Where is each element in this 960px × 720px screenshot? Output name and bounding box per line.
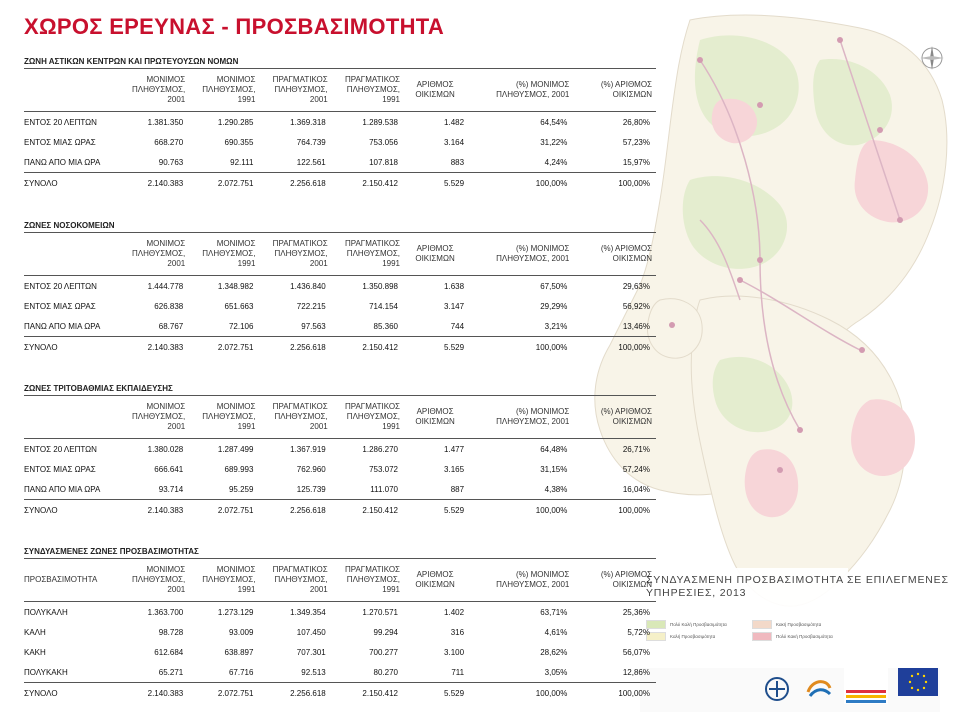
total-row [24, 337, 656, 358]
cell: 65.271 [158, 667, 184, 677]
cell: 99.294 [373, 627, 398, 637]
cell: 887 [450, 484, 465, 494]
cell: 68.767 [158, 321, 184, 331]
cell: 1.363.700 [147, 607, 184, 617]
header-resident-2001: ΜΟΝΙΜΟΣ ΠΛΗΘΥΣΜΟΣ, 2001 [132, 402, 186, 431]
legend-item-very-good [646, 620, 727, 629]
header-pct-settlements: (%) ΑΡΙΘΜΟΣ ΟΙΚΙΣΜΩΝ [600, 407, 652, 426]
section-title: ΖΩΝΕΣ ΤΡΙΤΟΒΑΘΜΙΑΣ ΕΚΠΑΙΔΕΥΣΗΣ [24, 384, 173, 393]
row-label: ΠΟΛΥΚΑΚΗ [24, 667, 68, 677]
row-label: ΕΝΤΟΣ ΜΙΑΣ ΩΡΑΣ [24, 464, 96, 474]
table-row [24, 602, 656, 623]
cell: 57,24% [622, 464, 650, 474]
cell: 29,29% [540, 301, 568, 311]
section-urban-centers [24, 56, 656, 193]
map-zone-pink-3 [851, 399, 915, 476]
cell: 753.056 [369, 137, 398, 147]
program-swirl-logo-icon [804, 674, 834, 704]
cell: 4,24% [544, 157, 568, 167]
cell: 707.301 [296, 647, 326, 657]
cell: 5.529 [444, 342, 465, 352]
cell: 93.009 [228, 627, 254, 637]
table-row [24, 479, 656, 500]
header-resident-2001: ΜΟΝΙΜΟΣ ΠΛΗΘΥΣΜΟΣ, 2001 [132, 565, 186, 594]
cell: 651.663 [224, 301, 254, 311]
cell: 1.273.129 [217, 607, 254, 617]
cell: 1.349.354 [290, 607, 326, 617]
cell: 1.287.499 [217, 444, 254, 454]
legend-label: Πολύ Κακή Προσβασιμότητα [776, 634, 833, 639]
cell: 31,15% [540, 464, 568, 474]
header-pct-settlements: (%) ΑΡΙΘΜΟΣ ΟΙΚΙΣΜΩΝ [600, 570, 652, 589]
cell: 638.897 [224, 647, 254, 657]
cell: 2.140.383 [147, 688, 184, 698]
data-table [24, 232, 656, 357]
cell: 2.150.412 [362, 178, 398, 188]
table-row [24, 152, 656, 173]
cell: 1.270.571 [362, 607, 398, 617]
header-settlements: ΑΡΙΘΜΟΣ ΟΙΚΙΣΜΩΝ [415, 570, 455, 589]
cell: 13,46% [622, 321, 650, 331]
cell: 111.070 [370, 484, 398, 494]
header-actual-2001: ΠΡΑΓΜΑΤΙΚΟΣ ΠΛΗΘΥΣΜΟΣ, 2001 [272, 75, 328, 104]
cell: 29,63% [622, 281, 650, 291]
cell: 31,22% [540, 137, 568, 147]
table-row [24, 459, 656, 479]
table-row [24, 642, 656, 662]
cell: 753.072 [369, 464, 398, 474]
table-header-row [24, 559, 656, 602]
legend-swatch [752, 632, 772, 641]
header-settlements: ΑΡΙΘΜΟΣ ΟΙΚΙΣΜΩΝ [415, 80, 455, 99]
header-settlements: ΑΡΙΘΜΟΣ ΟΙΚΙΣΜΩΝ [415, 407, 455, 426]
cell: 2.256.618 [290, 505, 326, 515]
legend-item-very-bad [752, 632, 833, 641]
cell: 1.380.028 [147, 444, 184, 454]
cell: 92.111 [230, 157, 254, 167]
cell: 1.286.270 [362, 444, 398, 454]
cell: 1.638 [444, 281, 465, 291]
table-row [24, 132, 656, 152]
cell: 72.106 [228, 321, 254, 331]
cell: 2.150.412 [362, 688, 398, 698]
cell: 26,80% [622, 117, 650, 127]
header-actual-2001: ΠΡΑΓΜΑΤΙΚΟΣ ΠΛΗΘΥΣΜΟΣ, 2001 [272, 402, 328, 431]
legend-label: Κακή Προσβασιμότητα [776, 622, 822, 627]
cell: 92.513 [301, 667, 326, 677]
cell: 2.256.618 [290, 178, 326, 188]
header-resident-2001: ΜΟΝΙΜΟΣ ΠΛΗΘΥΣΜΟΣ, 2001 [132, 239, 186, 268]
row-label: ΕΝΤΟΣ ΜΙΑΣ ΩΡΑΣ [24, 301, 96, 311]
table-row [24, 296, 656, 316]
cell: 28,62% [540, 647, 568, 657]
cell: 3,05% [544, 667, 568, 677]
cell: 107.450 [296, 627, 326, 637]
row-label: ΕΝΤΟΣ 20 ΛΕΠΤΩΝ [24, 444, 97, 454]
row-label: ΚΑΚΗ [24, 647, 46, 657]
cell: 4,61% [544, 627, 568, 637]
cell: 1.348.982 [217, 281, 254, 291]
header-settlements: ΑΡΙΘΜΟΣ ΟΙΚΙΣΜΩΝ [415, 244, 455, 263]
cell: 16,04% [622, 484, 650, 494]
table-row [24, 622, 656, 642]
section-title: ΣΥΝΔΥΑΣΜΕΝΕΣ ΖΩΝΕΣ ΠΡΟΣΒΑΣΙΜΟΤΗΤΑΣ [24, 547, 199, 556]
row-label: ΚΑΛΗ [24, 627, 46, 637]
cell: 95.259 [228, 484, 254, 494]
row-label: ΠΑΝΩ ΑΠΟ ΜΙΑ ΩΡΑ [24, 321, 101, 331]
cell: 100,00% [618, 178, 650, 188]
cell: 2.140.383 [147, 178, 184, 188]
row-label: ΣΥΝΟΛΟ [24, 178, 58, 188]
cell: 3.164 [444, 137, 465, 147]
row-label: ΕΝΤΟΣ 20 ΛΕΠΤΩΝ [24, 117, 97, 127]
row-label: ΣΥΝΟΛΟ [24, 505, 58, 515]
row-label: ΕΝΤΟΣ 20 ΛΕΠΤΩΝ [24, 281, 97, 291]
cell: 125.739 [296, 484, 326, 494]
total-row [24, 683, 656, 704]
section-tertiary-education [24, 383, 656, 520]
cell: 5.529 [444, 178, 465, 188]
cell: 100,00% [535, 688, 568, 698]
row-label: ΠΑΝΩ ΑΠΟ ΜΙΑ ΩΡΑ [24, 157, 101, 167]
cell: 107.818 [369, 157, 398, 167]
cell: 2.140.383 [147, 342, 184, 352]
cell: 85.360 [373, 321, 398, 331]
cell: 100,00% [535, 505, 568, 515]
cell: 4,38% [544, 484, 568, 494]
table-row [24, 662, 656, 683]
header-resident-2001: ΜΟΝΙΜΟΣ ΠΛΗΘΥΣΜΟΣ, 2001 [132, 75, 186, 104]
data-table [24, 558, 656, 703]
header-pct-resident: (%) ΜΟΝΙΜΟΣ ΠΛΗΘΥΣΜΟΣ, 2001 [496, 407, 570, 426]
header-actual-1991: ΠΡΑΓΜΑΤΙΚΟΣ ΠΛΗΘΥΣΜΟΣ, 1991 [344, 75, 400, 104]
row-label: ΕΝΤΟΣ ΜΙΑΣ ΩΡΑΣ [24, 137, 96, 147]
cell: 100,00% [618, 342, 650, 352]
cell: 1.436.840 [290, 281, 326, 291]
greek-emblem-logo-icon [764, 676, 790, 702]
cell: 744 [450, 321, 465, 331]
header-resident-1991: ΜΟΝΙΜΟΣ ΠΛΗΘΥΣΜΟΣ, 1991 [202, 239, 256, 268]
cell: 100,00% [618, 688, 650, 698]
table-header-row [24, 233, 656, 276]
table-row [24, 439, 656, 460]
cell: 1.444.778 [147, 281, 184, 291]
cell: 626.838 [154, 301, 184, 311]
cell: 1.402 [444, 607, 465, 617]
cell: 57,23% [622, 137, 650, 147]
cell: 56,07% [622, 647, 650, 657]
table-header-row [24, 396, 656, 439]
cell: 64,48% [540, 444, 568, 454]
header-accessibility: ΠΡΟΣΒΑΣΙΜΟΤΗΤΑ [24, 575, 98, 584]
data-table [24, 395, 656, 520]
cell: 2.072.751 [217, 178, 254, 188]
header-actual-1991: ΠΡΑΓΜΑΤΙΚΟΣ ΠΛΗΘΥΣΜΟΣ, 1991 [344, 239, 400, 268]
cell: 1.290.285 [217, 117, 254, 127]
cell: 764.739 [296, 137, 326, 147]
cell: 5.529 [444, 688, 465, 698]
header-pct-resident: (%) ΜΟΝΙΜΟΣ ΠΛΗΘΥΣΜΟΣ, 2001 [496, 570, 570, 589]
row-label: ΠΟΛΥΚΑΛΗ [24, 607, 68, 617]
cell: 2.072.751 [217, 342, 254, 352]
cell: 1.367.919 [290, 444, 326, 454]
cell: 3.100 [444, 647, 465, 657]
cell: 25,36% [622, 607, 650, 617]
data-table [24, 68, 656, 193]
cell: 711 [451, 667, 465, 677]
header-pct-resident: (%) ΜΟΝΙΜΟΣ ΠΛΗΘΥΣΜΟΣ, 2001 [496, 244, 570, 263]
cell: 3,21% [544, 321, 568, 331]
cell: 316 [450, 627, 465, 637]
header-actual-2001: ΠΡΑΓΜΑΤΙΚΟΣ ΠΛΗΘΥΣΜΟΣ, 2001 [272, 565, 328, 594]
cell: 100,00% [618, 505, 650, 515]
cell: 64,54% [540, 117, 568, 127]
cell: 98.728 [158, 627, 184, 637]
cell: 690.355 [224, 137, 254, 147]
cell: 1.381.350 [147, 117, 184, 127]
table-header-row [24, 69, 656, 112]
header-actual-1991: ΠΡΑΓΜΑΤΙΚΟΣ ΠΛΗΘΥΣΜΟΣ, 1991 [344, 565, 400, 594]
cell: 612.684 [154, 647, 184, 657]
cell: 12,86% [622, 667, 650, 677]
cell: 26,71% [622, 444, 650, 454]
header-pct-settlements: (%) ΑΡΙΘΜΟΣ ΟΙΚΙΣΜΩΝ [600, 244, 652, 263]
cell: 762.960 [296, 464, 326, 474]
header-empty [24, 69, 119, 112]
legend-label: Πολύ Καλή Προσβασιμότητα [670, 622, 727, 627]
row-label: ΣΥΝΟΛΟ [24, 342, 58, 352]
header-empty [24, 233, 119, 276]
legend-item-good [646, 632, 715, 641]
cell: 2.150.412 [362, 505, 398, 515]
cell: 1.289.538 [362, 117, 398, 127]
cell: 90.763 [158, 157, 184, 167]
cell: 67.716 [228, 667, 254, 677]
cell: 714.154 [369, 301, 398, 311]
cell: 689.993 [224, 464, 254, 474]
legend-title: ΣΥΝΔΥΑΣΜΕΝΗ ΠΡΟΣΒΑΣΙΜΟΤΗΤΑ ΣΕ ΕΠΙΛΕΓΜΕΝΕΣ ΥΠΗΡΕΣΙΕΣ, 2013 [646, 574, 949, 599]
header-pct-resident: (%) ΜΟΝΙΜΟΣ ΠΛΗΘΥΣΜΟΣ, 2001 [496, 80, 570, 99]
cell: 67,50% [540, 281, 568, 291]
cell: 5.529 [444, 505, 465, 515]
cell: 2.072.751 [217, 688, 254, 698]
eu-flag-icon [898, 668, 938, 696]
cell: 63,71% [540, 607, 568, 617]
cell: 3.165 [444, 464, 465, 474]
header-resident-1991: ΜΟΝΙΜΟΣ ΠΛΗΘΥΣΜΟΣ, 1991 [202, 565, 256, 594]
cell: 1.350.898 [362, 281, 398, 291]
cell: 1.482 [444, 117, 465, 127]
header-empty [24, 396, 119, 439]
table-row [24, 276, 656, 297]
cell: 668.270 [154, 137, 184, 147]
cell: 97.563 [301, 321, 326, 331]
espa-logo-icon [844, 668, 888, 704]
header-actual-1991: ΠΡΑΓΜΑΤΙΚΟΣ ΠΛΗΘΥΣΜΟΣ, 1991 [344, 402, 400, 431]
cell: 15,97% [622, 157, 650, 167]
compass-rose-icon [918, 44, 946, 72]
header-resident-1991: ΜΟΝΙΜΟΣ ΠΛΗΘΥΣΜΟΣ, 1991 [202, 402, 256, 431]
cell: 883 [450, 157, 465, 167]
section-combined-accessibility [24, 546, 656, 703]
cell: 80.270 [373, 667, 398, 677]
cell: 100,00% [535, 342, 568, 352]
page-title: ΧΩΡΟΣ ΕΡΕΥΝΑΣ - ΠΡΟΣΒΑΣΙΜΟΤΗΤΑ [24, 14, 445, 39]
total-row [24, 173, 656, 194]
section-title: ΖΩΝΗ ΑΣΤΙΚΩΝ ΚΕΝΤΡΩΝ ΚΑΙ ΠΡΩΤΕΥΟΥΣΩΝ ΝΟΜΩΝ [24, 57, 239, 66]
header-actual-2001: ΠΡΑΓΜΑΤΙΚΟΣ ΠΛΗΘΥΣΜΟΣ, 2001 [272, 239, 328, 268]
cell: 122.561 [296, 157, 326, 167]
cell: 2.140.383 [147, 505, 184, 515]
section-title: ΖΩΝΕΣ ΝΟΣΟΚΟΜΕΙΩΝ [24, 221, 115, 230]
cell: 666.641 [154, 464, 184, 474]
table-row [24, 112, 656, 133]
cell: 2.256.618 [290, 342, 326, 352]
cell: 3.147 [444, 301, 465, 311]
header-resident-1991: ΜΟΝΙΜΟΣ ΠΛΗΘΥΣΜΟΣ, 1991 [202, 75, 256, 104]
cell: 1.477 [444, 444, 465, 454]
cell: 1.369.318 [290, 117, 326, 127]
cell: 2.072.751 [217, 505, 254, 515]
cell: 700.277 [369, 647, 398, 657]
cell: 2.256.618 [290, 688, 326, 698]
legend-label: Καλή Προσβασιμότητα [670, 634, 716, 639]
legend-swatch [752, 620, 772, 629]
cell: 722.215 [296, 301, 326, 311]
cell: 93.714 [158, 484, 184, 494]
cell: 56,92% [622, 301, 650, 311]
table-row [24, 316, 656, 337]
cell: 2.150.412 [362, 342, 398, 352]
cell: 100,00% [535, 178, 568, 188]
legend-item-bad [752, 620, 821, 629]
row-label: ΣΥΝΟΛΟ [24, 688, 58, 698]
cell: 5,72% [627, 627, 650, 637]
total-row [24, 500, 656, 521]
section-hospitals [24, 220, 656, 357]
header-pct-settlements: (%) ΑΡΙΘΜΟΣ ΟΙΚΙΣΜΩΝ [600, 80, 652, 99]
row-label: ΠΑΝΩ ΑΠΟ ΜΙΑ ΩΡΑ [24, 484, 101, 494]
sponsor-logos-strip [640, 668, 940, 712]
